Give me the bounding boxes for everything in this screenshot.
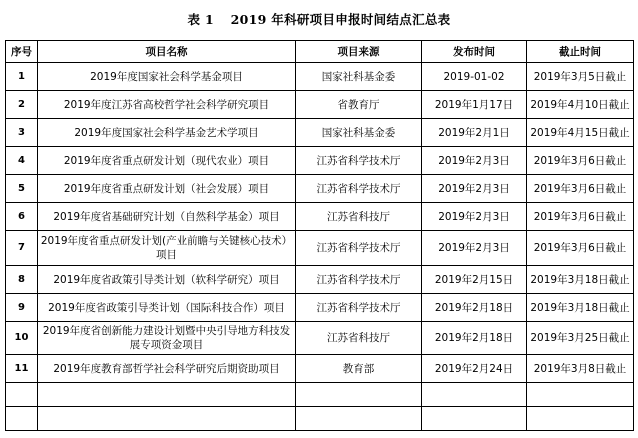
table-title: 2019 年科研项目申报时间结点汇总表 [230,12,451,27]
table-row [6,231,634,266]
cell-deadline: 2019年3月18日截止 [527,266,634,294]
empty-cell [38,407,296,431]
empty-cell [6,407,38,431]
empty-cell [527,383,634,407]
empty-row [6,407,634,431]
header-row [6,41,634,63]
table-row [6,322,634,355]
cell-deadline: 2019年3月25日截止 [527,322,634,355]
cell-no: 10 [6,322,38,355]
cell-source: 江苏省科学技术厅 [296,175,422,203]
cell-no: 7 [6,231,38,266]
cell-no: 3 [6,119,38,147]
column-header-publish: 发布时间 [422,41,527,63]
empty-cell [6,383,38,407]
table-row [6,355,634,383]
table-row [6,91,634,119]
cell-project-name: 2019年度省创新能力建设计划暨中央引导地方科技发展专项资金项目 [38,322,296,355]
cell-project-name: 2019年度江苏省高校哲学社会科学研究项目 [38,91,296,119]
cell-project-name: 2019年度省重点研发计划（现代农业）项目 [38,147,296,175]
cell-project-name: 2019年度教育部哲学社会科学研究后期资助项目 [38,355,296,383]
cell-project-name: 2019年度省重点研发计划（社会发展）项目 [38,175,296,203]
column-header-deadline: 截止时间 [527,41,634,63]
cell-source: 江苏省科学技术厅 [296,231,422,266]
cell-source: 江苏省科学技术厅 [296,147,422,175]
cell-no: 8 [6,266,38,294]
cell-publish-date: 2019年2月1日 [422,119,527,147]
cell-no: 5 [6,175,38,203]
column-header-source: 项目来源 [296,41,422,63]
table-row [6,266,634,294]
empty-row [6,383,634,407]
cell-source: 教育部 [296,355,422,383]
cell-source: 国家社科基金委 [296,119,422,147]
cell-publish-date: 2019年2月18日 [422,322,527,355]
cell-no: 6 [6,203,38,231]
cell-publish-date: 2019年1月17日 [422,91,527,119]
empty-cell [422,407,527,431]
cell-source: 省教育厅 [296,91,422,119]
cell-publish-date: 2019年2月18日 [422,294,527,322]
cell-deadline: 2019年3月6日截止 [527,147,634,175]
cell-project-name: 2019年度国家社会科学基金艺术学项目 [38,119,296,147]
deadline-table [5,40,634,431]
cell-deadline: 2019年3月5日截止 [527,63,634,91]
table-row [6,147,634,175]
cell-publish-date: 2019年2月3日 [422,147,527,175]
cell-source: 江苏省科技厅 [296,322,422,355]
table-row [6,63,634,91]
empty-cell [296,383,422,407]
cell-publish-date: 2019年2月3日 [422,203,527,231]
column-header-name: 项目名称 [38,41,296,63]
cell-no: 1 [6,63,38,91]
table-row [6,119,634,147]
empty-cell [527,407,634,431]
cell-project-name: 2019年度省重点研发计划(产业前瞻与关键核心技术）项目 [38,231,296,266]
cell-deadline: 2019年3月6日截止 [527,175,634,203]
column-header-no: 序号 [6,41,38,63]
table-caption [0,10,638,28]
cell-no: 9 [6,294,38,322]
cell-deadline: 2019年3月6日截止 [527,203,634,231]
cell-no: 2 [6,91,38,119]
cell-no: 4 [6,147,38,175]
cell-no: 11 [6,355,38,383]
cell-source: 国家社科基金委 [296,63,422,91]
cell-deadline: 2019年3月6日截止 [527,231,634,266]
cell-deadline: 2019年4月15日截止 [527,119,634,147]
empty-cell [422,383,527,407]
cell-publish-date: 2019年2月3日 [422,231,527,266]
cell-deadline: 2019年3月18日截止 [527,294,634,322]
cell-deadline: 2019年4月10日截止 [527,91,634,119]
cell-source: 江苏省科学技术厅 [296,266,422,294]
cell-project-name: 2019年度省基础研究计划（自然科学基金）项目 [38,203,296,231]
cell-publish-date: 2019年2月3日 [422,175,527,203]
cell-project-name: 2019年度省政策引导类计划（国际科技合作）项目 [38,294,296,322]
cell-publish-date: 2019-01-02 [422,63,527,91]
table-number: 表 1 [187,12,214,27]
cell-publish-date: 2019年2月24日 [422,355,527,383]
empty-cell [38,383,296,407]
cell-deadline: 2019年3月8日截止 [527,355,634,383]
cell-source: 江苏省科学技术厅 [296,294,422,322]
table-row [6,175,634,203]
cell-publish-date: 2019年2月15日 [422,266,527,294]
table-row [6,294,634,322]
cell-source: 江苏省科技厅 [296,203,422,231]
cell-project-name: 2019年度国家社会科学基金项目 [38,63,296,91]
cell-project-name: 2019年度省政策引导类计划（软科学研究）项目 [38,266,296,294]
empty-cell [296,407,422,431]
table-row [6,203,634,231]
